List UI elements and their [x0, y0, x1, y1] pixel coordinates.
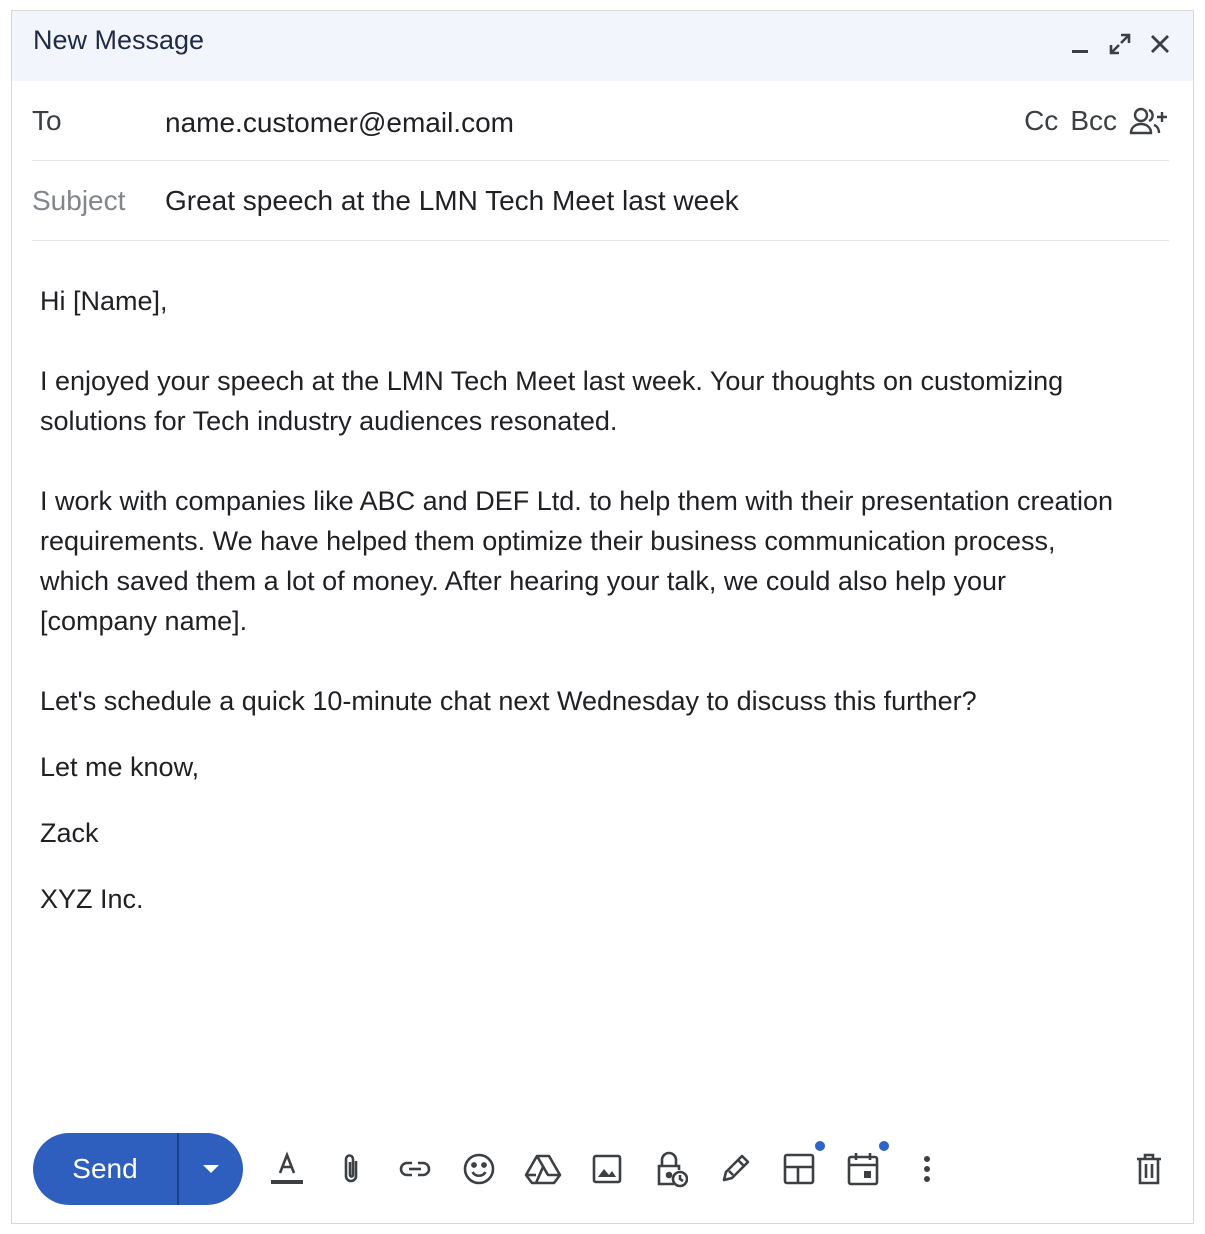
more-options-icon [923, 1155, 931, 1183]
bcc-button[interactable]: Bcc [1070, 105, 1117, 136]
subject-input[interactable]: Great speech at the LMN Tech Meet last week [165, 185, 739, 216]
closing-line: Let me know, [40, 752, 200, 782]
insert-emoji-button[interactable] [457, 1147, 501, 1191]
emoji-icon [462, 1152, 496, 1186]
insert-signature-button[interactable] [713, 1147, 757, 1191]
to-input[interactable]: name.customer@email.com [165, 107, 514, 138]
discard-draft-button[interactable] [1127, 1147, 1171, 1191]
send-options-button[interactable] [179, 1133, 243, 1205]
send-button[interactable]: Send [72, 1153, 138, 1184]
signature-name: Zack [40, 818, 99, 848]
close-button[interactable] [1143, 27, 1177, 61]
schedule-event-button[interactable] [841, 1147, 885, 1191]
compose-window [11, 10, 1194, 1224]
insert-link-button[interactable] [393, 1147, 437, 1191]
expand-diagonal-icon [1108, 32, 1132, 56]
caret-down-icon [202, 1164, 220, 1174]
attach-icon [340, 1152, 362, 1186]
compose-title: New Message [33, 25, 205, 55]
compose-titlebar[interactable] [12, 11, 1193, 81]
layout-template-icon [783, 1153, 815, 1185]
minimize-button[interactable] [1063, 27, 1097, 61]
drive-icon [524, 1153, 562, 1185]
trash-icon [1135, 1153, 1163, 1185]
new-feature-dot [815, 1141, 825, 1151]
confidential-mode-button[interactable] [649, 1147, 693, 1191]
send-button-group [33, 1133, 243, 1205]
compose-toolbar [12, 1133, 1193, 1207]
layouts-button[interactable] [777, 1147, 821, 1191]
cc-button[interactable]: Cc [1024, 105, 1059, 136]
body-paragraph-2: I work with companies like ABC and DEF Ltd. to help them with their presentation creation requirements. We have helped them optimize their business communication process, which saved them a lot of money. After hearing your talk, we could also help your [company name]. [40, 486, 1121, 636]
subject-label: Subject [32, 185, 126, 216]
calendar-schedule-icon [847, 1152, 879, 1186]
to-row [32, 81, 1169, 161]
greeting-line: Hi [Name], [40, 286, 168, 316]
text-format-icon [270, 1151, 304, 1187]
message-body[interactable] [40, 281, 1120, 959]
attach-files-button[interactable] [329, 1147, 373, 1191]
cc-bcc-controls [1024, 105, 1169, 137]
subject-row [32, 161, 1169, 241]
link-icon [398, 1159, 432, 1179]
fullscreen-button[interactable] [1103, 27, 1137, 61]
signature-pen-icon [718, 1152, 752, 1186]
new-feature-dot [879, 1141, 889, 1151]
body-paragraph-1: I enjoyed your speech at the LMN Tech Meet last week. Your thoughts on customizing solutions for Tech industry audiences resonated. [40, 366, 1071, 436]
signature-company: XYZ Inc. [40, 884, 144, 914]
confidential-lock-icon [654, 1150, 688, 1188]
body-paragraph-3: Let's schedule a quick 10-minute chat next Wednesday to discuss this further? [40, 686, 977, 716]
insert-photo-button[interactable] [585, 1147, 629, 1191]
person-add-icon[interactable] [1129, 106, 1169, 136]
photo-icon [592, 1154, 622, 1184]
more-options-button[interactable] [905, 1147, 949, 1191]
to-label: To [32, 105, 62, 136]
formatting-options-button[interactable] [265, 1147, 309, 1191]
insert-drive-file-button[interactable] [521, 1147, 565, 1191]
minimize-icon [1069, 33, 1091, 55]
close-icon [1149, 33, 1171, 55]
